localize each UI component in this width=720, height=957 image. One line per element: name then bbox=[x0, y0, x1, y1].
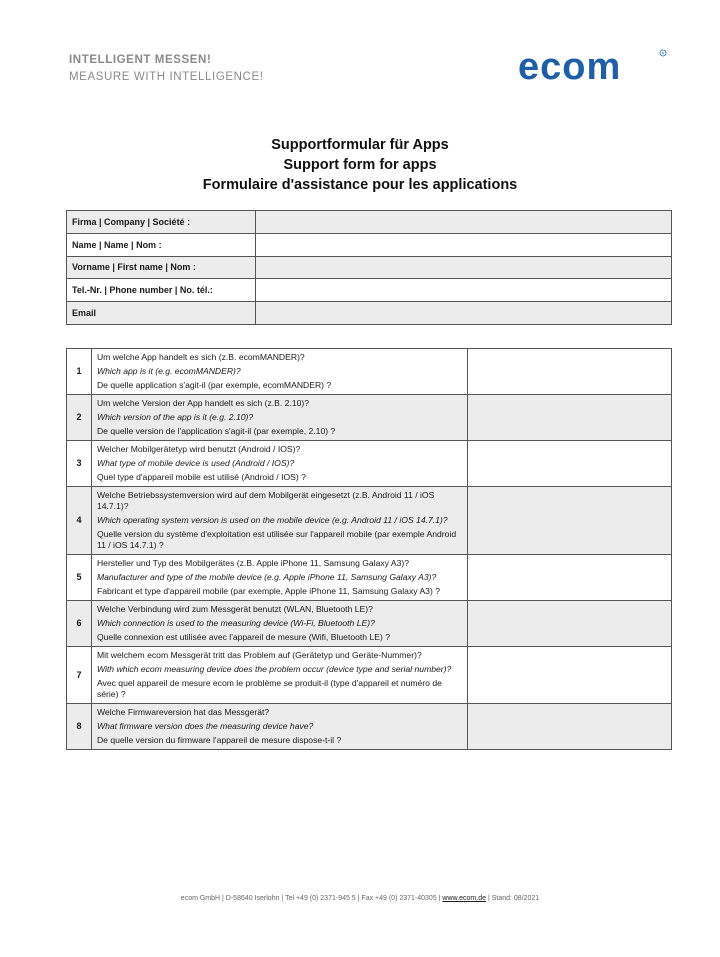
phone-label: Tel.-Nr. | Phone number | No. tél.: bbox=[67, 279, 256, 302]
question-german: Welche Verbindung wird zum Messgerät benutzt (WLAN, Bluetooth LE)? bbox=[96, 604, 373, 614]
question-english: What type of mobile device is used (Android / IOS)? bbox=[96, 458, 295, 468]
question-english: Manufacturer and type of the mobile device (e.g. Apple iPhone 11, Samsung Galaxy A3)? bbox=[96, 572, 437, 582]
question-english: Which connection is used to the measuring device (Wi-Fi, Bluetooth LE)? bbox=[96, 618, 375, 628]
question-row-1 bbox=[67, 349, 672, 395]
question-text bbox=[91, 555, 467, 601]
question-english: With which ecom measuring device does the problem occur (device type and serial number)? bbox=[96, 664, 452, 674]
question-text bbox=[91, 441, 467, 487]
question-row-2 bbox=[67, 395, 672, 441]
question-row-8 bbox=[67, 704, 672, 750]
first-name-label: Vorname | First name | Nom : bbox=[67, 256, 256, 279]
question-french: Quel type d'appareil mobile est utilisé (Android / IOS) ? bbox=[96, 472, 306, 482]
tagline-german: INTELLIGENT MESSEN! bbox=[69, 54, 212, 66]
page-footer bbox=[0, 895, 720, 902]
answer-field[interactable] bbox=[468, 601, 672, 647]
question-row-5 bbox=[67, 555, 672, 601]
question-text bbox=[91, 487, 467, 555]
answer-field[interactable] bbox=[468, 555, 672, 601]
question-french: Fabricant et type d'appareil mobile (par exemple, Apple iPhone 11, Samsung Galaxy A3) ? bbox=[96, 586, 440, 596]
question-french: Avec quel appareil de mesure ecom le problème se produit-il (type d'appareil et numéro de série) ? bbox=[96, 678, 442, 699]
contact-row-name bbox=[67, 233, 672, 256]
company-label: Firma | Company | Société : bbox=[67, 211, 256, 234]
tagline bbox=[69, 52, 329, 86]
question-row-3 bbox=[67, 441, 672, 487]
contact-row-company bbox=[67, 211, 672, 234]
question-french: Quelle connexion est utilisée avec l'appareil de mesure (Wifi, Bluetooth LE) ? bbox=[96, 632, 390, 642]
question-number: 6 bbox=[67, 601, 92, 647]
question-english: Which operating system version is used on the mobile device (e.g. Android 11 / iOS 14.7.1)? bbox=[96, 515, 448, 525]
answer-field[interactable] bbox=[468, 395, 672, 441]
email-label: Email bbox=[67, 302, 256, 325]
company-field[interactable] bbox=[256, 211, 672, 234]
tagline-english: MEASURE WITH INTELLIGENCE! bbox=[69, 71, 264, 83]
question-german: Welche Betriebssystemversion wird auf dem Mobilgerät eingesetzt (z.B. Android 11 / iOS 14.7.1)? bbox=[96, 490, 435, 511]
question-english: Which version of the app is it (e.g. 2.10)? bbox=[96, 412, 254, 422]
name-label: Name | Name | Nom : bbox=[67, 233, 256, 256]
question-number: 3 bbox=[67, 441, 92, 487]
question-text bbox=[91, 601, 467, 647]
email-field[interactable] bbox=[256, 302, 672, 325]
phone-field[interactable] bbox=[256, 279, 672, 302]
contact-row-email bbox=[67, 302, 672, 325]
question-german: Welcher Mobilgerätetyp wird benutzt (Android / IOS)? bbox=[96, 444, 301, 454]
question-english: What firmware version does the measuring device have? bbox=[96, 721, 314, 731]
question-german: Hersteller und Typ des Mobilgerätes (z.B. Apple iPhone 11, Samsung Galaxy A3)? bbox=[96, 558, 410, 568]
questions-table bbox=[66, 348, 672, 750]
question-number: 4 bbox=[67, 487, 92, 555]
question-row-6 bbox=[67, 601, 672, 647]
title-english: Support form for apps bbox=[283, 157, 437, 173]
question-number: 8 bbox=[67, 704, 92, 750]
question-text bbox=[91, 395, 467, 441]
form-titles bbox=[0, 135, 720, 195]
question-row-7 bbox=[67, 647, 672, 704]
question-french: De quelle version de l'application s'agit-il (par exemple, 2.10) ? bbox=[96, 426, 336, 436]
footer-address: ecom GmbH | D-58640 Iserlohn | Tel +49 (0) 2371-945 5 | Fax +49 (0) 2371-40305 | bbox=[180, 895, 443, 902]
question-text bbox=[91, 647, 467, 704]
question-number: 5 bbox=[67, 555, 92, 601]
question-german: Um welche App handelt es sich (z.B. ecomMANDER)? bbox=[96, 352, 305, 362]
contact-table bbox=[66, 210, 672, 325]
ecom-logo bbox=[518, 46, 668, 86]
question-german: Welche Firmwareversion hat das Messgerät? bbox=[96, 707, 270, 717]
title-french: Formulaire d'assistance pour les applications bbox=[202, 177, 518, 193]
answer-field[interactable] bbox=[468, 349, 672, 395]
logo-text: ecom bbox=[518, 46, 622, 86]
answer-field[interactable] bbox=[468, 487, 672, 555]
question-number: 7 bbox=[67, 647, 92, 704]
name-field[interactable] bbox=[256, 233, 672, 256]
first-name-field[interactable] bbox=[256, 256, 672, 279]
answer-field[interactable] bbox=[468, 647, 672, 704]
footer-website-link[interactable]: www.ecom.de bbox=[442, 895, 486, 902]
question-row-4 bbox=[67, 487, 672, 555]
contact-row-phone bbox=[67, 279, 672, 302]
answer-field[interactable] bbox=[468, 704, 672, 750]
question-english: Which app is it (e.g. ecomMANDER)? bbox=[96, 366, 241, 376]
question-german: Um welche Version der App handelt es sich (z.B. 2.10)? bbox=[96, 398, 310, 408]
footer-date: | Stand: 08/2021 bbox=[486, 895, 540, 902]
question-number: 2 bbox=[67, 395, 92, 441]
question-french: De quelle version du firmware l'appareil de mesure dispose-t-il ? bbox=[96, 735, 342, 745]
question-german: Mit welchem ecom Messgerät tritt das Problem auf (Gerätetyp und Geräte-Nummer)? bbox=[96, 650, 422, 660]
svg-text:R: R bbox=[661, 50, 665, 56]
title-german: Supportformular für Apps bbox=[271, 137, 449, 153]
answer-field[interactable] bbox=[468, 441, 672, 487]
question-text bbox=[91, 704, 467, 750]
question-french: Quelle version du système d'exploitation est utilisée sur l'appareil mobile (par exemple Android 11 / iOS 14.7.1) ? bbox=[96, 529, 457, 550]
question-number: 1 bbox=[67, 349, 92, 395]
question-french: De quelle application s'agit-il (par exemple, ecomMANDER) ? bbox=[96, 380, 332, 390]
question-text bbox=[91, 349, 467, 395]
contact-row-first-name bbox=[67, 256, 672, 279]
